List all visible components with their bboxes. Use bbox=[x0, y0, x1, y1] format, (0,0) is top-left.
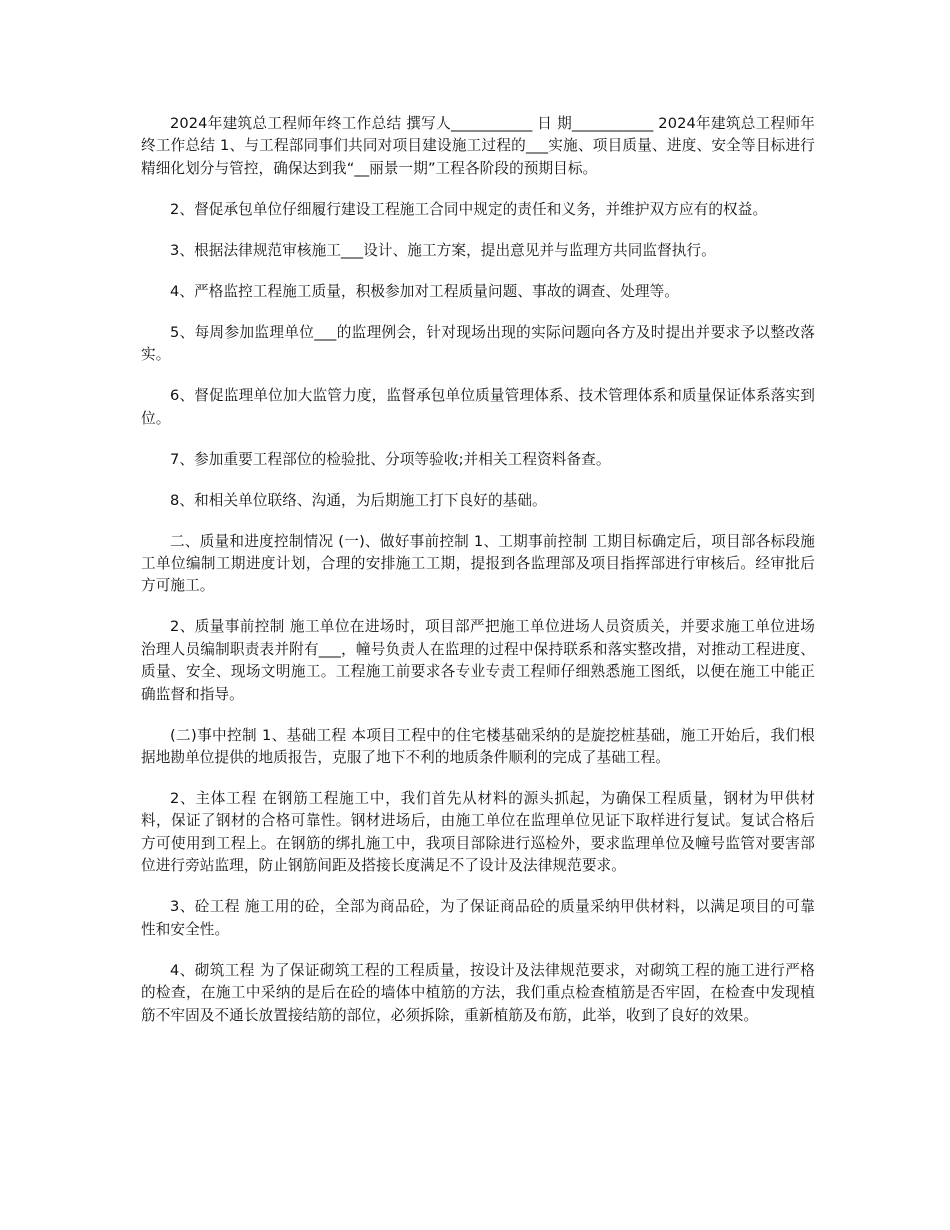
paragraph-item-7: 7、参加重要工程部位的检验批、分项等验收;并相关工程资料备查。 bbox=[170, 450, 611, 468]
paragraph-main-structure: 2、主体工程 在钢筋工程施工中，我们首先从材料的源头抓起，为确保工程质量，钢材为甲供材料，保证了钢材的合格可靠性。钢材进场后，由施工单位在监理单位见证下取样进行复试。复试合格后方可使用到工程上。在钢筋的绑扎施工中，我项目部除进行巡检外，要求监理单位及幢号监管对要害部位进行旁站监理，防止钢筋间距及搭接长度满足不了设计及法律规范要求。 bbox=[141, 790, 815, 875]
paragraph-section-2: 二、质量和进度控制情况 (一)、做好事前控制 1、工期事前控制 工期目标确定后，项目部各标段施工单位编制工期进度计划，合理的安排施工工期，提报到各监理部及项目指挥部进行审核后。经审批后方可施工。 bbox=[141, 532, 815, 595]
paragraph-item-3: 3、根据法律规范审核施工___设计、施工方案，提出意见并与监理方共同监督执行。 bbox=[170, 241, 716, 259]
paragraph-masonry: 4、砌筑工程 为了保证砌筑工程的工程质量，按设计及法律规范要求，对砌筑工程的施工进行严格的检查，在施工中采纳的是后在砼的墙体中植筋的方法，我们重点检查植筋是否牢固，在检查中发现植筋不牢固及不通长放置接结筋的部位，必须拆除，重新植筋及布筋，此举，收到了良好的效果。 bbox=[141, 961, 815, 1024]
paragraph-quality-precontrol: 2、质量事前控制 施工单位在进场时，项目部严把施工单位进场人员资质关，并要求施工单位进场治理人员编制职责表并附有___，幢号负责人在监理的过程中保持联系和落实整改措，对推动工程进度、质量、安全、现场文明施工。工程施工前要求各专业专责工程师仔细熟悉施工图纸，以便在施工中能正确监督和指导。 bbox=[141, 618, 815, 703]
paragraph-concrete: 3、砼工程 施工用的砼，全部为商品砼，为了保证商品砼的质量采纳甲供材料，以满足项目的可靠性和安全性。 bbox=[141, 898, 815, 938]
paragraph-item-4: 4、严格监控工程施工质量，积极参加对工程质量问题、事故的调查、处理等。 bbox=[170, 282, 679, 300]
paragraph-item-8: 8、和相关单位联络、沟通，为后期施工打下良好的基础。 bbox=[170, 491, 547, 509]
paragraph-intro: 2024年建筑总工程师年终工作总结 撰写人___________ 日 期___________ 2024年建筑总工程师年终工作总结 1、与工程部同事们共同对项目建设施工过程的___实施、项目质量、进度、安全等目标进行精细化划分与管控，确保达到我“__丽景一期”工程各阶段的预期目标。 bbox=[141, 115, 815, 177]
paragraph-item-2: 2、督促承包单位仔细履行建设工程施工合同中规定的责任和义务，并维护双方应有的权益。 bbox=[170, 200, 768, 218]
paragraph-item-6: 6、督促监理单位加大监管力度，监督承包单位质量管理体系、技术管理体系和质量保证体系落实到位。 bbox=[141, 387, 815, 427]
paragraph-in-process-control: (二)事中控制 1、基础工程 本项目工程中的住宅楼基础采纳的是旋挖桩基础，施工开始后，我们根据地勘单位提供的地质报告，克服了地下不利的地质条件顺利的完成了基础工程。 bbox=[141, 726, 815, 767]
paragraph-item-5: 5、每周参加监理单位___的监理例会，针对现场出现的实际问题向各方及时提出并要求予以整改落实。 bbox=[141, 323, 815, 364]
